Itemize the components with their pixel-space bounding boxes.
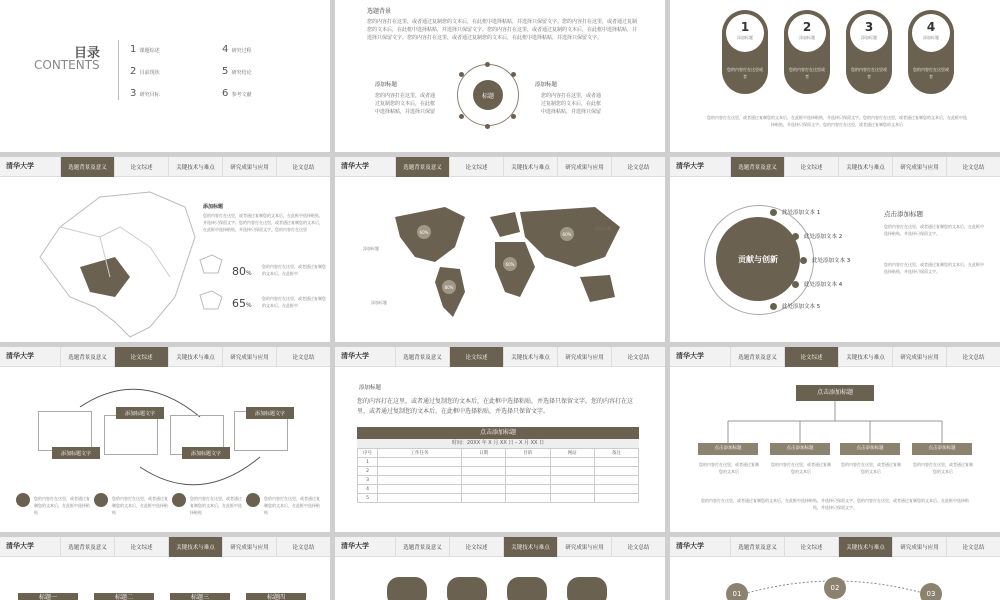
center-label: 贡献与创新	[738, 254, 778, 264]
step-circle	[788, 14, 826, 52]
footer-text: 您的内容打在这里，或者通过复制您的文本后，在此框中选择粘贴，并选择只保留文字。您的内容打在这里，或者通过复制您的文本后，在此框中选择粘贴，并选择只保留文字。您的内容打在这里，或者通过复制您的文本后	[707, 115, 967, 127]
tab-key-tech[interactable]: 关键技术与难点	[168, 537, 222, 557]
tab-review[interactable]: 论文综述	[784, 347, 838, 367]
column-header: 序号	[358, 449, 378, 458]
tab-key-tech[interactable]: 关键技术与难点	[838, 157, 892, 177]
toc-num: 1	[130, 44, 137, 55]
label-box	[246, 407, 294, 419]
child-node: 点击添加标题	[770, 443, 830, 455]
column-header: 目的	[506, 449, 550, 458]
tab-results[interactable]: 研究成果与应用	[222, 347, 276, 367]
university-logo: 清华大学	[676, 351, 704, 360]
tab-results[interactable]: 研究成果与应用	[557, 347, 611, 367]
tab-background[interactable]: 选题背景及意义	[60, 537, 114, 557]
node-dot	[459, 72, 464, 77]
tab-summary[interactable]: 论文总结	[611, 537, 665, 557]
footer-text: 您的内容打在这里，或者通过复制您的文本后，在此框中选择粘贴，并选择只保留文字。您的内容打在这里，或者通过复制您的文本后，在此框中选择粘贴，并选择只保留文字。	[701, 498, 969, 510]
toc-item[interactable]: 研究目标	[139, 92, 160, 98]
percent-value: 80	[232, 265, 246, 278]
item-dot	[800, 257, 807, 264]
table-row	[358, 494, 639, 503]
percent-text: 您的内容打在这里，或者通过复制您的文本后，在此框中	[262, 296, 326, 308]
quote-icon	[172, 493, 186, 507]
tab-key-tech[interactable]: 关键技术与难点	[168, 157, 222, 177]
note-text: 您的内容打在这里，或者通过复制您的文本后，在此框中选择粘贴	[190, 496, 242, 515]
step-label: 添加标题	[737, 35, 753, 40]
row-index: 1	[358, 458, 378, 467]
table-subtitle: 时间：20XX 年 X 月 XX 日 – X 月 XX 日	[357, 439, 639, 448]
university-logo: 清华大学	[341, 541, 369, 550]
item-label: 此处添加文本 4	[804, 282, 843, 288]
node-dot	[459, 114, 464, 119]
map-text: 您的内容打在这里，或者通过复制您的文本后，在此框中选择粘贴，并选择只保留文字。您的内容打在这里，或者通过复制您的文本后，在此框中选择粘贴，并选择只保留文字。您的内容打在这里	[203, 213, 323, 232]
university-logo: 清华大学	[676, 161, 704, 170]
slide-timeline-row	[670, 537, 1000, 600]
map-badge	[417, 225, 431, 239]
toc-item[interactable]: 目前现状	[139, 70, 160, 76]
step-label: 添加标题	[799, 35, 815, 40]
toc-item[interactable]: 课题综述	[139, 48, 160, 54]
node-dot	[485, 124, 490, 129]
slide-heading: 添加标题	[359, 385, 382, 391]
badge-label: 80%	[444, 284, 454, 290]
university-logo: 清华大学	[676, 541, 704, 550]
tab-review[interactable]: 论文综述	[114, 157, 168, 177]
toc-num: 4	[222, 44, 229, 55]
tab-review[interactable]: 论文综述	[784, 537, 838, 557]
tab-results[interactable]: 研究成果与应用	[557, 157, 611, 177]
item-dot	[792, 233, 799, 240]
table-row	[358, 467, 639, 476]
left-title: 添加标题	[375, 82, 398, 88]
tab-results[interactable]: 研究成果与应用	[557, 537, 611, 557]
row-index: 5	[358, 494, 378, 503]
title-tab: 标题三	[170, 593, 230, 600]
right-text: 您的内容打在这里，或者通过复制您的文本后，在此框中选择粘贴，并选择只保留文字。	[884, 224, 984, 236]
slide-china-map	[0, 157, 330, 342]
item-dot	[770, 303, 777, 310]
right-text: 您的内容打在这里，或者通过复制您的文本后，在此框中选择粘贴，并选择只保留	[541, 93, 602, 115]
slide-org-chart	[670, 347, 1000, 532]
tab-background[interactable]: 选题背景及意义	[730, 537, 784, 557]
text-box	[38, 411, 92, 451]
node-dot	[511, 114, 516, 119]
percent-value: 65	[232, 297, 246, 310]
tab-background[interactable]: 选题背景及意义	[730, 347, 784, 367]
paragraph: 您的内容打在这里，或者通过复制您的文本后，在此框中选择粘贴，并选择只保留文字。您的内容打在这里，或者通过复制您的文本后，在此框中选择粘贴，并选择只保留文字。您的内容打在这里，或者通过复制的文本后，在此框中选择粘贴，并选择只保留文字。您的内容打在这里，或者通过复制您的文本后，在此框中选择粘贴，并选择只保留文字。	[367, 19, 638, 41]
node-num: 01	[732, 590, 742, 598]
world-map-graphic	[335, 157, 665, 342]
nav-bar	[670, 157, 1000, 177]
left-text: 您的内容打在这里，或者通过复制您的文本后，在此框中选择粘贴，并选择只保留	[375, 93, 436, 115]
slide-pills-row	[335, 537, 665, 600]
step-label: 添加标题	[861, 35, 877, 40]
tab-key-tech[interactable]: 关键技术与难点	[503, 347, 557, 367]
tab-summary[interactable]: 论文总结	[611, 157, 665, 177]
label-box	[116, 407, 164, 419]
map-badge	[442, 280, 456, 294]
pill-card	[567, 577, 607, 600]
step-circle	[726, 14, 764, 52]
child-text: 您的内容打在这里，或者通过复制您的文本后	[771, 462, 831, 474]
pill-card	[447, 577, 487, 600]
title-tab: 标题四	[246, 593, 306, 600]
toc-item[interactable]: 研究过程	[231, 48, 252, 54]
child-text: 您的内容打在这里，或者通过复制您的文本后	[913, 462, 973, 474]
toc-num: 2	[130, 66, 137, 77]
right-title: 点击添加标题	[884, 210, 923, 218]
step-num: 1	[740, 20, 750, 34]
step-num: 4	[926, 20, 936, 34]
note-text: 您的内容打在这里，或者通过复制您的文本后，在此框中选择粘贴	[112, 496, 168, 515]
tab-results[interactable]: 研究成果与应用	[892, 537, 946, 557]
toc-num: 5	[222, 66, 229, 77]
nav-bar	[335, 537, 665, 557]
table-row	[358, 476, 639, 485]
right-title: 添加标题	[535, 82, 558, 88]
label-text: 添加标题文字	[254, 410, 285, 417]
node-dot	[485, 62, 490, 67]
university-logo: 清华大学	[341, 351, 369, 360]
label-box	[52, 447, 100, 459]
center-circle	[473, 80, 503, 110]
tab-key-tech[interactable]: 关键技术与难点	[503, 537, 557, 557]
quote-icon	[94, 493, 108, 507]
tab-background[interactable]: 选题背景及意义	[60, 347, 114, 367]
column-header: 网站	[550, 449, 594, 458]
node-dot	[511, 72, 516, 77]
node-num: 03	[926, 590, 936, 598]
table-title: 点击添加标题	[357, 427, 639, 439]
title-tab: 标题二	[94, 593, 154, 600]
quote-icon	[246, 493, 260, 507]
tab-background[interactable]: 选题背景及意义	[395, 537, 449, 557]
badge-label: 60%	[562, 231, 572, 237]
tab-review[interactable]: 论文综述	[114, 347, 168, 367]
toc-item[interactable]: 参考文献	[231, 92, 252, 98]
tab-key-tech[interactable]: 关键技术与难点	[838, 537, 892, 557]
slide-heading: 选题背景	[367, 8, 392, 15]
step-text: 您的内容打在这里或者	[851, 67, 887, 79]
right-text: 您的内容打在这里，或者通过复制您的文本后，在此框中选择粘贴，并选择只保留文字。	[884, 262, 984, 274]
nav-bar	[0, 537, 330, 557]
center-label: 标题	[481, 92, 494, 100]
title-tab: 标题一	[18, 593, 78, 600]
label-text: 添加标题文字	[124, 410, 155, 417]
tab-key-tech[interactable]: 关键技术与难点	[503, 157, 557, 177]
item-label: 此处添加文本 2	[804, 234, 843, 240]
slide-background	[335, 0, 665, 152]
step-num: 3	[864, 20, 874, 34]
toc-item[interactable]: 研究结论	[231, 70, 252, 76]
column-header: 日期	[462, 449, 506, 458]
tab-background[interactable]: 选题背景及意义	[395, 157, 449, 177]
tab-summary[interactable]: 论文总结	[611, 347, 665, 367]
child-node: 点击添加标题	[912, 443, 972, 455]
nav-bar	[335, 347, 665, 367]
tab-summary[interactable]: 论文总结	[276, 347, 330, 367]
note-text: 您的内容打在这里，或者通过复制您的文本后，在此框中选择粘贴	[264, 496, 320, 515]
child-text: 您的内容打在这里，或者通过复制您的文本后	[699, 462, 759, 474]
item-label: 此处添加文本 5	[782, 304, 821, 310]
column-header: 工作任务	[378, 449, 462, 458]
child-node: 点击添加标题	[698, 443, 758, 455]
slide-table	[335, 347, 665, 532]
node-num: 02	[830, 584, 840, 592]
toc-title: 目录	[74, 46, 101, 61]
tab-background[interactable]: 选题背景及意义	[395, 347, 449, 367]
tab-background[interactable]: 选题背景及意义	[730, 157, 784, 177]
tab-results[interactable]: 研究成果与应用	[222, 157, 276, 177]
map-badge	[503, 257, 517, 271]
child-node: 点击添加标题	[840, 443, 900, 455]
note-text: 您的内容打在这里，或者通过复制您的文本后，在此框中选择粘贴	[34, 496, 90, 515]
toc-num: 6	[222, 88, 229, 99]
table-row	[358, 485, 639, 494]
china-map-graphic	[0, 157, 330, 342]
slide-contribution	[670, 157, 1000, 342]
tab-summary[interactable]: 论文总结	[276, 157, 330, 177]
data-table	[357, 448, 639, 503]
timeline-node	[824, 577, 846, 599]
step-text: 您的内容打在这里或者	[727, 67, 763, 79]
percent-65	[232, 297, 252, 310]
center-circle	[716, 217, 800, 301]
row-index: 3	[358, 476, 378, 485]
slide-titles-row	[0, 537, 330, 600]
step-num: 2	[802, 20, 812, 34]
label-text: 添加标题文字	[60, 450, 91, 457]
map-note: 添加标题	[363, 246, 379, 251]
child-text: 您的内容打在这里，或者通过复制您的文本后	[841, 462, 901, 474]
tab-review[interactable]: 论文综述	[449, 537, 503, 557]
badge-label: 60%	[419, 229, 429, 235]
percent-unit: %	[246, 302, 252, 309]
tab-review[interactable]: 论文综述	[784, 157, 838, 177]
tab-background[interactable]: 选题背景及意义	[60, 157, 114, 177]
tab-key-tech[interactable]: 关键技术与难点	[168, 347, 222, 367]
item-label: 此处添加文本 3	[812, 258, 851, 264]
tab-summary[interactable]: 论文总结	[946, 347, 1000, 367]
step-circle	[850, 14, 888, 52]
label-text: 添加标题文字	[190, 450, 221, 457]
pill-card	[507, 577, 547, 600]
university-logo: 清华大学	[6, 161, 34, 170]
slide-world-map	[335, 157, 665, 342]
university-logo: 清华大学	[6, 541, 34, 550]
tab-summary[interactable]: 论文总结	[946, 157, 1000, 177]
university-logo: 清华大学	[341, 161, 369, 170]
university-logo: 清华大学	[6, 351, 34, 360]
text-box	[104, 415, 158, 455]
slide-four-steps	[670, 0, 1000, 152]
slide-contents	[0, 0, 330, 152]
map-badge	[560, 227, 574, 241]
paragraph: 您的内容打在这里，或者通过复制您的文本后，在此框中选择粘贴，并选择只保留文字。您的内容打在这里，或者通过复制您的文本后，在此框中选择粘贴，并选择只保留文字。	[357, 398, 634, 415]
step-label: 添加标题	[923, 35, 939, 40]
item-dot	[792, 281, 799, 288]
percent-80	[232, 265, 252, 278]
step-text: 您的内容打在这里或者	[789, 67, 825, 79]
timeline-node	[726, 583, 748, 600]
column-header: 备注	[594, 449, 638, 458]
quote-icon	[16, 493, 30, 507]
tab-summary[interactable]: 论文总结	[946, 537, 1000, 557]
map-note: 添加标题	[371, 300, 387, 305]
row-index: 4	[358, 485, 378, 494]
root-node: 点击添加标题	[796, 385, 874, 401]
tab-review[interactable]: 论文综述	[449, 157, 503, 177]
tab-results[interactable]: 研究成果与应用	[222, 537, 276, 557]
tab-review[interactable]: 论文综述	[114, 537, 168, 557]
tab-review[interactable]: 论文综述	[449, 347, 503, 367]
percent-unit: %	[246, 270, 252, 277]
tab-summary[interactable]: 论文总结	[276, 537, 330, 557]
item-dot	[770, 209, 777, 216]
timeline-node	[920, 583, 942, 600]
toc-subtitle: CONTENTS	[34, 58, 100, 72]
percent-text: 您的内容打在这里，或者通过复制您的文本后，在此框中	[262, 264, 326, 276]
map-title: 添加标题	[203, 204, 224, 210]
step-circle	[912, 14, 950, 52]
item-label: 此处添加文本 1	[782, 210, 821, 216]
toc-num: 3	[130, 88, 137, 99]
tab-key-tech[interactable]: 关键技术与难点	[838, 347, 892, 367]
badge-label: 60%	[505, 261, 515, 267]
tab-results[interactable]: 研究成果与应用	[892, 157, 946, 177]
table-row	[358, 458, 639, 467]
pill-card	[387, 577, 427, 600]
label-box	[182, 447, 230, 459]
step-text: 您的内容打在这里或者	[913, 67, 949, 79]
map-note: 添加标题	[595, 226, 611, 231]
slide-cycle	[0, 347, 330, 532]
tab-results[interactable]: 研究成果与应用	[892, 347, 946, 367]
row-index: 2	[358, 467, 378, 476]
